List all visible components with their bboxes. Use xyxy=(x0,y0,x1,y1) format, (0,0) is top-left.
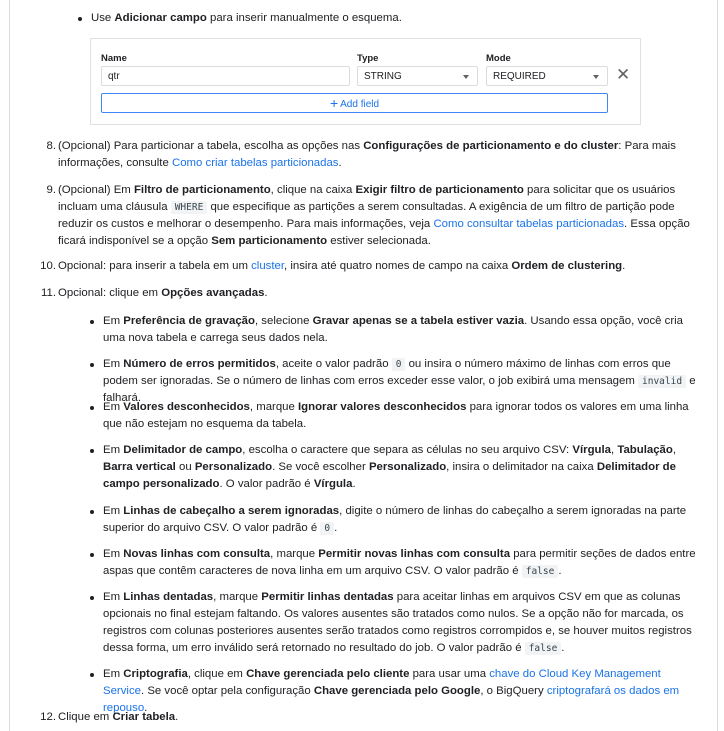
step-number: 10. xyxy=(40,260,56,272)
text: , selecione xyxy=(254,315,313,327)
bold-term: Criar tabela xyxy=(112,711,176,723)
step-number: 8. xyxy=(46,140,56,152)
text: . xyxy=(352,478,356,490)
text: . Usando essa opção, você cria uma nova tabela e carrega seus dados nela. xyxy=(103,315,684,344)
text: para permitir seções de dados entre aspas que contêm caracteres de nova linha em um arquivo CSV. O valor padrão é xyxy=(103,548,696,577)
text: Em xyxy=(103,315,124,327)
bold-term: Linhas dentadas xyxy=(123,591,214,603)
text: para inserir manualmente o esquema. xyxy=(206,12,402,24)
text: para usar uma xyxy=(409,668,490,680)
option-unknown-values xyxy=(103,399,703,433)
text: (Opcional) Em xyxy=(58,184,134,196)
text: Opcional: para inserir a tabela em um xyxy=(58,260,252,272)
field-type-select[interactable] xyxy=(357,66,478,86)
text: Use xyxy=(91,12,115,24)
text: , digite o número de linhas do cabeçalho a serem ignoradas na parte superior do arquivo CSV. O valor padrão é xyxy=(103,505,687,534)
bold-term: Delimitador de campo personalizado xyxy=(103,461,676,490)
text: Em xyxy=(103,505,124,517)
text: . xyxy=(622,260,626,272)
text: , insira até quatro nomes de campo na caixa xyxy=(284,260,512,272)
text: , aceite o valor padrão xyxy=(275,358,392,370)
bold-term: Valores desconhecidos xyxy=(123,401,250,413)
bold-term: Personalizado xyxy=(194,461,273,473)
text: e falhará. xyxy=(103,375,696,404)
text: , xyxy=(672,444,677,456)
text: , xyxy=(611,444,618,456)
text: que especifique as partições a serem consultadas. A exigência de um filtro de partição pode reduzir os custos e melhorar o desempenho. Para mais informações, veja xyxy=(58,201,675,230)
field-name-input[interactable] xyxy=(101,66,350,86)
text: . xyxy=(175,711,179,723)
bold-term: Vírgula xyxy=(313,478,353,490)
name-column-label: Name xyxy=(101,53,127,64)
bold-term: Gravar apenas se a tabela estiver vazia xyxy=(312,315,525,327)
bold-term: Permitir novas linhas com consulta xyxy=(318,548,511,560)
bold-term: Filtro de particionamento xyxy=(133,184,271,196)
code-snippet: 0 xyxy=(320,522,334,535)
plus-icon: + xyxy=(329,95,339,111)
text: para ignorar todos os valores em uma linha que não estejam no esquema da tabela. xyxy=(103,401,689,430)
text: . Se você escolher xyxy=(272,461,369,473)
bold-term: Linhas de cabeçalho a serem ignoradas xyxy=(123,505,340,517)
bold-term: Tabulação xyxy=(617,444,673,456)
link-cloud-kms[interactable]: chave do Cloud Key Management Service xyxy=(103,668,661,697)
text: . xyxy=(561,642,565,654)
text: Em xyxy=(103,401,124,413)
bold-term: Opções avançadas xyxy=(161,287,265,299)
bold-term: Barra vertical xyxy=(103,461,176,473)
bold-term: Sem particionamento xyxy=(211,235,328,247)
step-11 xyxy=(41,285,703,302)
intro-bullet xyxy=(91,10,691,27)
text: , clique em xyxy=(187,668,247,680)
link-encryption-at-rest[interactable]: criptografará os dados em repouso xyxy=(103,685,680,714)
text: para solicitar que os usuários incluam uma cláusula xyxy=(58,184,676,213)
step-10 xyxy=(40,258,703,275)
text: para aceitar linhas em arquivos CSV em que as colunas opcionais no final estejam faltando. Os valores ausentes são tratados como nulos. Se a opção não for marcada, os registros com colunas posteriores ausentes serão tratados como registros corrompidos e, se houver muitos registros dessa forma, um erro inválido será retornado no resultado do job. O valor padrão é xyxy=(103,591,692,654)
field-mode-value: REQUIRED xyxy=(493,71,546,82)
schema-editor xyxy=(90,38,641,125)
link-cluster[interactable]: cluster xyxy=(251,260,285,272)
step-8 xyxy=(46,138,703,172)
text: estiver selecionada. xyxy=(327,235,431,247)
text: (Opcional) Para particionar a tabela, escolha as opções nas xyxy=(58,140,364,152)
bold-term: Permitir linhas dentadas xyxy=(261,591,394,603)
text: . xyxy=(558,565,562,577)
text: Opcional: clique em xyxy=(58,287,162,299)
code-snippet: false xyxy=(525,642,562,655)
option-write-preference xyxy=(103,313,703,347)
option-header-rows xyxy=(103,503,703,537)
bold-term: Configurações de particionamento e do cluster xyxy=(363,140,619,152)
text: , insira o delimitador na caixa xyxy=(446,461,597,473)
type-column-label: Type xyxy=(357,53,379,64)
add-field-button[interactable] xyxy=(101,93,608,113)
text: : Para mais informações, consulte xyxy=(58,140,676,169)
step-number: 9. xyxy=(46,184,56,196)
step-12 xyxy=(40,709,703,726)
text: , escolha o caractere que separa as células no seu arquivo CSV: xyxy=(242,444,573,456)
bold-term: Novas linhas com consulta xyxy=(123,548,271,560)
text: , o BigQuery xyxy=(480,685,547,697)
field-mode-select[interactable] xyxy=(486,66,608,86)
bold-term: Preferência de gravação xyxy=(123,315,255,327)
bold-term: Vírgula xyxy=(572,444,611,456)
bold-term: Delimitador de campo xyxy=(123,444,243,456)
dropdown-caret-icon xyxy=(593,75,599,79)
text: , clique na caixa xyxy=(270,184,356,196)
bold-term: Chave gerenciada pelo Google xyxy=(313,685,481,697)
field-type-value: STRING xyxy=(364,71,402,82)
text: Em xyxy=(103,444,124,456)
step-number: 12. xyxy=(40,711,56,723)
text: Em xyxy=(103,548,124,560)
option-field-delimiter xyxy=(103,442,703,493)
text: . xyxy=(338,157,342,169)
text: , marque xyxy=(270,548,319,560)
text: Em xyxy=(103,358,124,370)
text: Em xyxy=(103,668,124,680)
code-snippet: invalid xyxy=(638,375,686,388)
bold-term: Criptografia xyxy=(123,668,188,680)
bold-term: Chave gerenciada pelo cliente xyxy=(246,668,410,680)
text: . xyxy=(144,702,148,714)
text: . xyxy=(264,287,268,299)
code-snippet: 0 xyxy=(392,358,406,371)
bold-term: Exigir filtro de particionamento xyxy=(355,184,524,196)
text: Em xyxy=(103,591,124,603)
text: ou insira o número máximo de linhas com erros que podem ser ignoradas. Se o número de linhas com erros exceder esse valor, o job exibirá uma mensagem xyxy=(103,358,671,387)
add-field-label: Add field xyxy=(340,99,380,110)
link-query-partitioned-tables[interactable]: Como consultar tabelas particionadas xyxy=(433,218,625,230)
code-snippet: false xyxy=(522,565,559,578)
step-number: 11. xyxy=(41,287,56,299)
text: ou xyxy=(175,461,195,473)
dropdown-caret-icon xyxy=(463,75,469,79)
bold-term: Ordem de clustering xyxy=(511,260,623,272)
text: . O valor padrão é xyxy=(219,478,314,490)
bold-term: Adicionar campo xyxy=(114,12,207,24)
text: Clique em xyxy=(58,711,113,723)
text: , marque xyxy=(213,591,262,603)
option-jagged-rows xyxy=(103,589,703,657)
bold-term: Número de erros permitidos xyxy=(123,358,276,370)
close-icon[interactable]: ✕ xyxy=(616,65,631,84)
bold-term: Ignorar valores desconhecidos xyxy=(298,401,467,413)
link-partitioned-tables[interactable]: Como criar tabelas particionadas xyxy=(171,157,339,169)
text: , marque xyxy=(249,401,299,413)
mode-column-label: Mode xyxy=(486,53,511,64)
code-snippet: WHERE xyxy=(171,201,208,214)
option-quoted-newlines xyxy=(103,546,703,580)
text: . Se você optar pela configuração xyxy=(140,685,314,697)
text: . xyxy=(334,522,338,534)
field-name-value: qtr xyxy=(108,71,120,82)
bold-term: Personalizado xyxy=(368,461,447,473)
text: . Essa opção ficará indisponível se a opção xyxy=(58,218,690,247)
step-9 xyxy=(46,182,703,250)
